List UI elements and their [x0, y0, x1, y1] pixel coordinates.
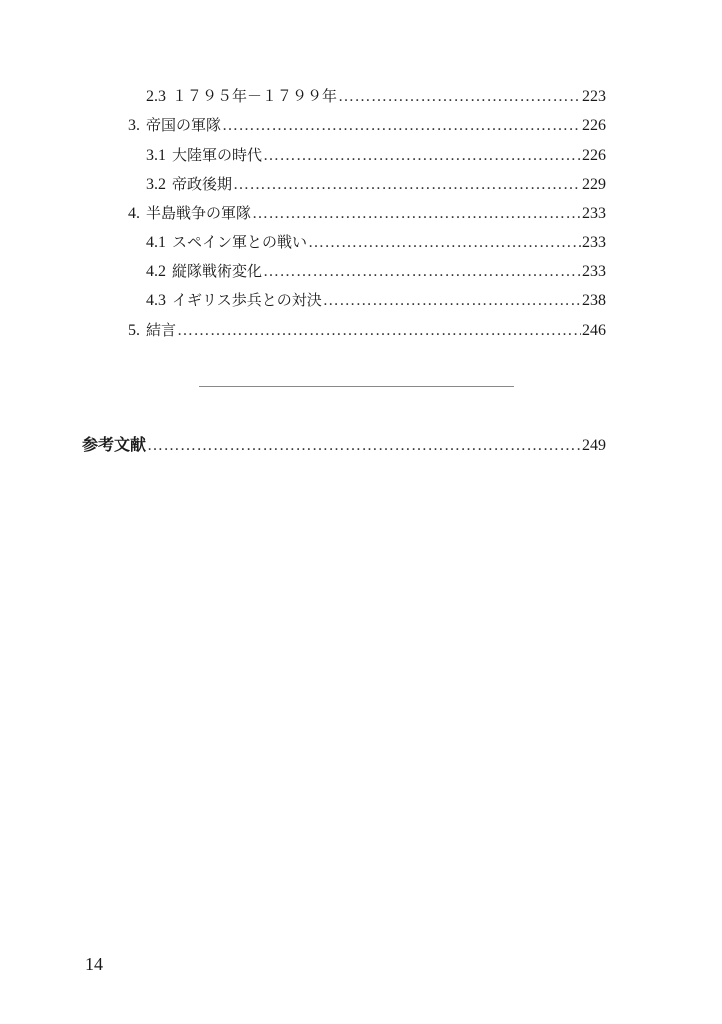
page-number: 14: [85, 954, 103, 974]
toc-entry-title: 帝政後期: [172, 175, 233, 193]
toc-entry-page: 223: [582, 88, 606, 105]
bibliography-title: 参考文献: [82, 435, 147, 454]
toc-entry-2-3: [146, 86, 606, 107]
toc-entry-title: 半島戦争の軍隊: [146, 204, 252, 222]
dot-leader: [323, 291, 581, 311]
toc-entry-3-1: [146, 145, 606, 166]
toc-entry-title: 結言: [146, 321, 177, 339]
toc-entry-number: 3.: [128, 117, 140, 134]
toc-entry-page: 229: [582, 176, 606, 193]
dot-leader: [263, 262, 581, 282]
toc-entry-title: １７９５年－１７９９年: [172, 87, 338, 105]
toc-entry-page: 233: [582, 234, 606, 251]
dot-leader: [222, 116, 581, 136]
toc-entry-4: [128, 203, 606, 224]
toc-entry-page: 238: [582, 292, 606, 309]
toc-entry-page: 226: [582, 147, 606, 164]
toc-entry-page: 233: [582, 263, 606, 280]
dot-leader: [252, 204, 581, 224]
toc-entry-number: 3.2: [146, 176, 166, 193]
toc-entry-4-2: [146, 261, 606, 282]
toc-entry-number: 3.1: [146, 147, 166, 164]
toc-entry-page: 233: [582, 205, 606, 222]
toc-entry-4-1: [146, 232, 606, 253]
toc-entry-3-2: [146, 174, 606, 195]
toc-entry-page: 226: [582, 117, 606, 134]
dot-leader: [233, 175, 581, 195]
toc-entry-title: イギリス歩兵との対決: [172, 291, 322, 309]
toc-entry-number: 4.1: [146, 234, 166, 251]
toc-entry-number: 4.3: [146, 292, 166, 309]
toc-entry-bibliography: [82, 435, 606, 456]
toc-entry-title: 縦隊戦術変化: [172, 262, 263, 280]
toc-entry-number: 2.3: [146, 88, 166, 105]
toc-entry-title: スペイン軍との戦い: [172, 233, 308, 251]
toc-entry-number: 4.: [128, 205, 140, 222]
dot-leader: [308, 233, 581, 253]
dot-leader: [147, 436, 581, 456]
toc-entry-title: 大陸軍の時代: [172, 146, 263, 164]
toc-entry-5: [128, 320, 606, 341]
toc-entry-4-3: [146, 290, 606, 311]
toc-entry-title: 帝国の軍隊: [146, 116, 222, 134]
dot-leader: [263, 146, 581, 166]
dot-leader: [338, 87, 581, 107]
toc-entry-number: 5.: [128, 322, 140, 339]
toc-entry-number: 4.2: [146, 263, 166, 280]
dot-leader: [177, 321, 581, 341]
toc-entry-page: 246: [582, 322, 606, 339]
section-divider: [199, 386, 514, 387]
toc-entry-3: [128, 115, 606, 136]
bibliography-page: 249: [582, 437, 606, 454]
